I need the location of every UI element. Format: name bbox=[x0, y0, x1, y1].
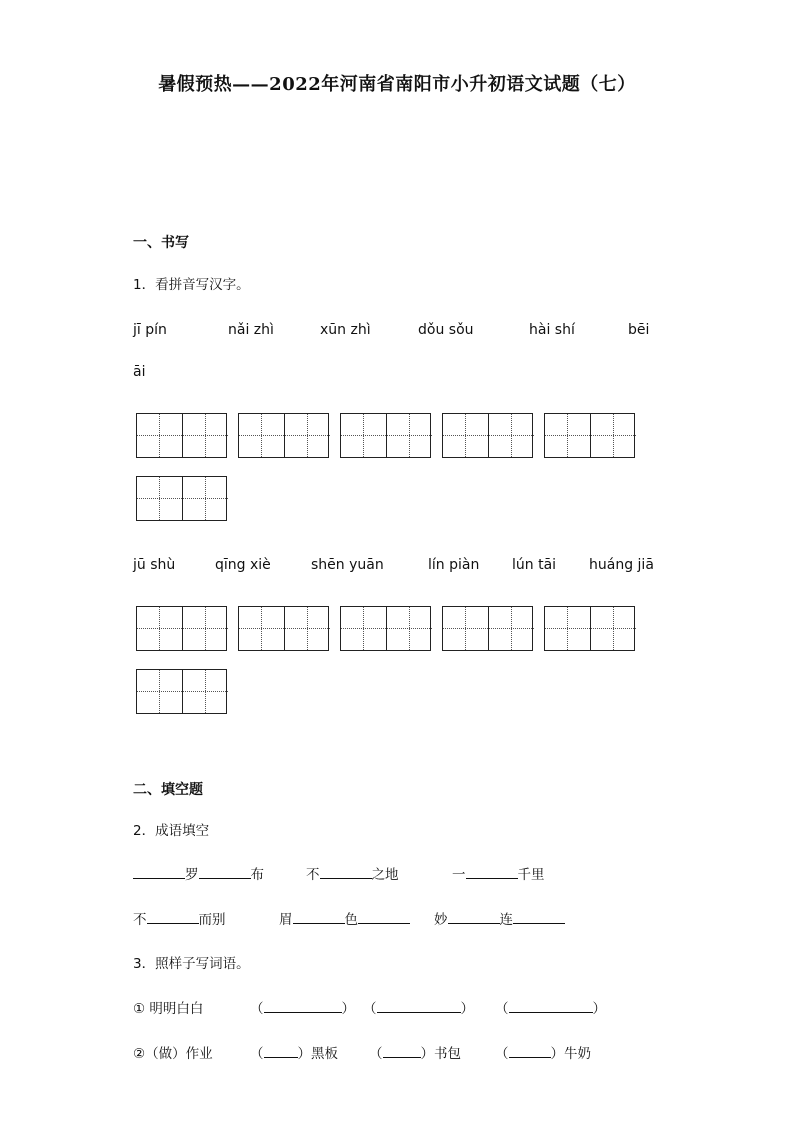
idiom-row bbox=[279, 908, 410, 928]
idiom-text: 不 bbox=[133, 912, 147, 928]
idiom-text: 千里 bbox=[517, 867, 545, 883]
idiom-text: 妙 bbox=[434, 912, 448, 928]
pinyin-item: āi bbox=[133, 364, 146, 380]
pinyin-item: lín piàn bbox=[428, 557, 480, 573]
idiom-text: 一 bbox=[452, 867, 466, 883]
idiom-row bbox=[434, 908, 565, 928]
example-1-label: ① 明明白白 bbox=[133, 1001, 204, 1017]
writing-grid[interactable] bbox=[442, 413, 533, 458]
idiom-text: 而别 bbox=[198, 912, 226, 928]
idiom-text: 色 bbox=[344, 912, 358, 928]
idiom-text: 眉 bbox=[279, 912, 293, 928]
writing-grid[interactable] bbox=[340, 606, 431, 651]
answer-blank[interactable] bbox=[199, 864, 251, 879]
idiom-text: 罗 bbox=[185, 867, 199, 883]
answer-blank[interactable] bbox=[293, 909, 345, 924]
pinyin-item: huáng jiā bbox=[589, 557, 654, 573]
writing-grid[interactable] bbox=[238, 413, 329, 458]
answer-paren: （ ） bbox=[495, 997, 606, 1017]
idiom-text: 之地 bbox=[371, 867, 399, 883]
question-2: 2．成语填空 bbox=[133, 823, 210, 839]
answer-blank[interactable] bbox=[513, 909, 565, 924]
writing-grid[interactable] bbox=[544, 413, 635, 458]
pinyin-item: jū shù bbox=[133, 557, 176, 573]
page-title: 暑假预热——2022年河南省南阳市小升初语文试题（七） bbox=[158, 74, 636, 95]
answer-blank[interactable] bbox=[509, 998, 593, 1013]
idiom-row bbox=[452, 863, 545, 883]
answer-paren: （ ）书包 bbox=[369, 1042, 461, 1062]
answer-blank[interactable] bbox=[377, 998, 461, 1013]
writing-grid[interactable] bbox=[136, 413, 227, 458]
pinyin-item: dǒu sǒu bbox=[418, 322, 474, 338]
idiom-text: 布 bbox=[250, 867, 264, 883]
answer-blank[interactable] bbox=[147, 909, 199, 924]
pinyin-item: hài shí bbox=[529, 322, 575, 338]
writing-grid[interactable] bbox=[238, 606, 329, 651]
answer-blank[interactable] bbox=[358, 909, 410, 924]
pinyin-item: jī pín bbox=[133, 322, 167, 338]
answer-blank[interactable] bbox=[264, 998, 342, 1013]
pinyin-item: xūn zhì bbox=[320, 322, 371, 338]
example-2-label: ②（做）作业 bbox=[133, 1046, 213, 1062]
answer-blank[interactable] bbox=[448, 909, 500, 924]
answer-blank[interactable] bbox=[509, 1043, 551, 1058]
answer-blank[interactable] bbox=[320, 864, 372, 879]
writing-grid[interactable] bbox=[136, 476, 227, 521]
pinyin-item: lún tāi bbox=[512, 557, 557, 573]
writing-grid[interactable] bbox=[136, 669, 227, 714]
idiom-row bbox=[306, 863, 399, 883]
idiom-row bbox=[133, 908, 226, 928]
question-1: 1．看拼音写汉字。 bbox=[133, 277, 250, 293]
section-heading-writing: 一、书写 bbox=[133, 235, 189, 251]
answer-blank[interactable] bbox=[264, 1043, 298, 1058]
idiom-row bbox=[133, 863, 264, 883]
answer-paren: （ ）黑板 bbox=[250, 1042, 338, 1062]
question-3: 3．照样子写词语。 bbox=[133, 956, 250, 972]
idiom-text: 连 bbox=[499, 912, 513, 928]
pinyin-item: qīng xiè bbox=[215, 557, 271, 573]
writing-grid[interactable] bbox=[544, 606, 635, 651]
answer-paren: （ ） bbox=[250, 997, 355, 1017]
pinyin-item: shēn yuān bbox=[311, 557, 384, 573]
writing-grid[interactable] bbox=[442, 606, 533, 651]
writing-grid[interactable] bbox=[136, 606, 227, 651]
answer-paren: （ ）牛奶 bbox=[495, 1042, 591, 1062]
answer-blank[interactable] bbox=[383, 1043, 421, 1058]
pinyin-item: nǎi zhì bbox=[228, 322, 274, 338]
idiom-text: 不 bbox=[306, 867, 320, 883]
answer-blank[interactable] bbox=[133, 864, 185, 879]
pinyin-item: bēi bbox=[628, 322, 650, 338]
answer-blank[interactable] bbox=[466, 864, 518, 879]
section-heading-fill: 二、填空题 bbox=[133, 782, 203, 798]
answer-paren: （ ） bbox=[363, 997, 474, 1017]
writing-grid[interactable] bbox=[340, 413, 431, 458]
